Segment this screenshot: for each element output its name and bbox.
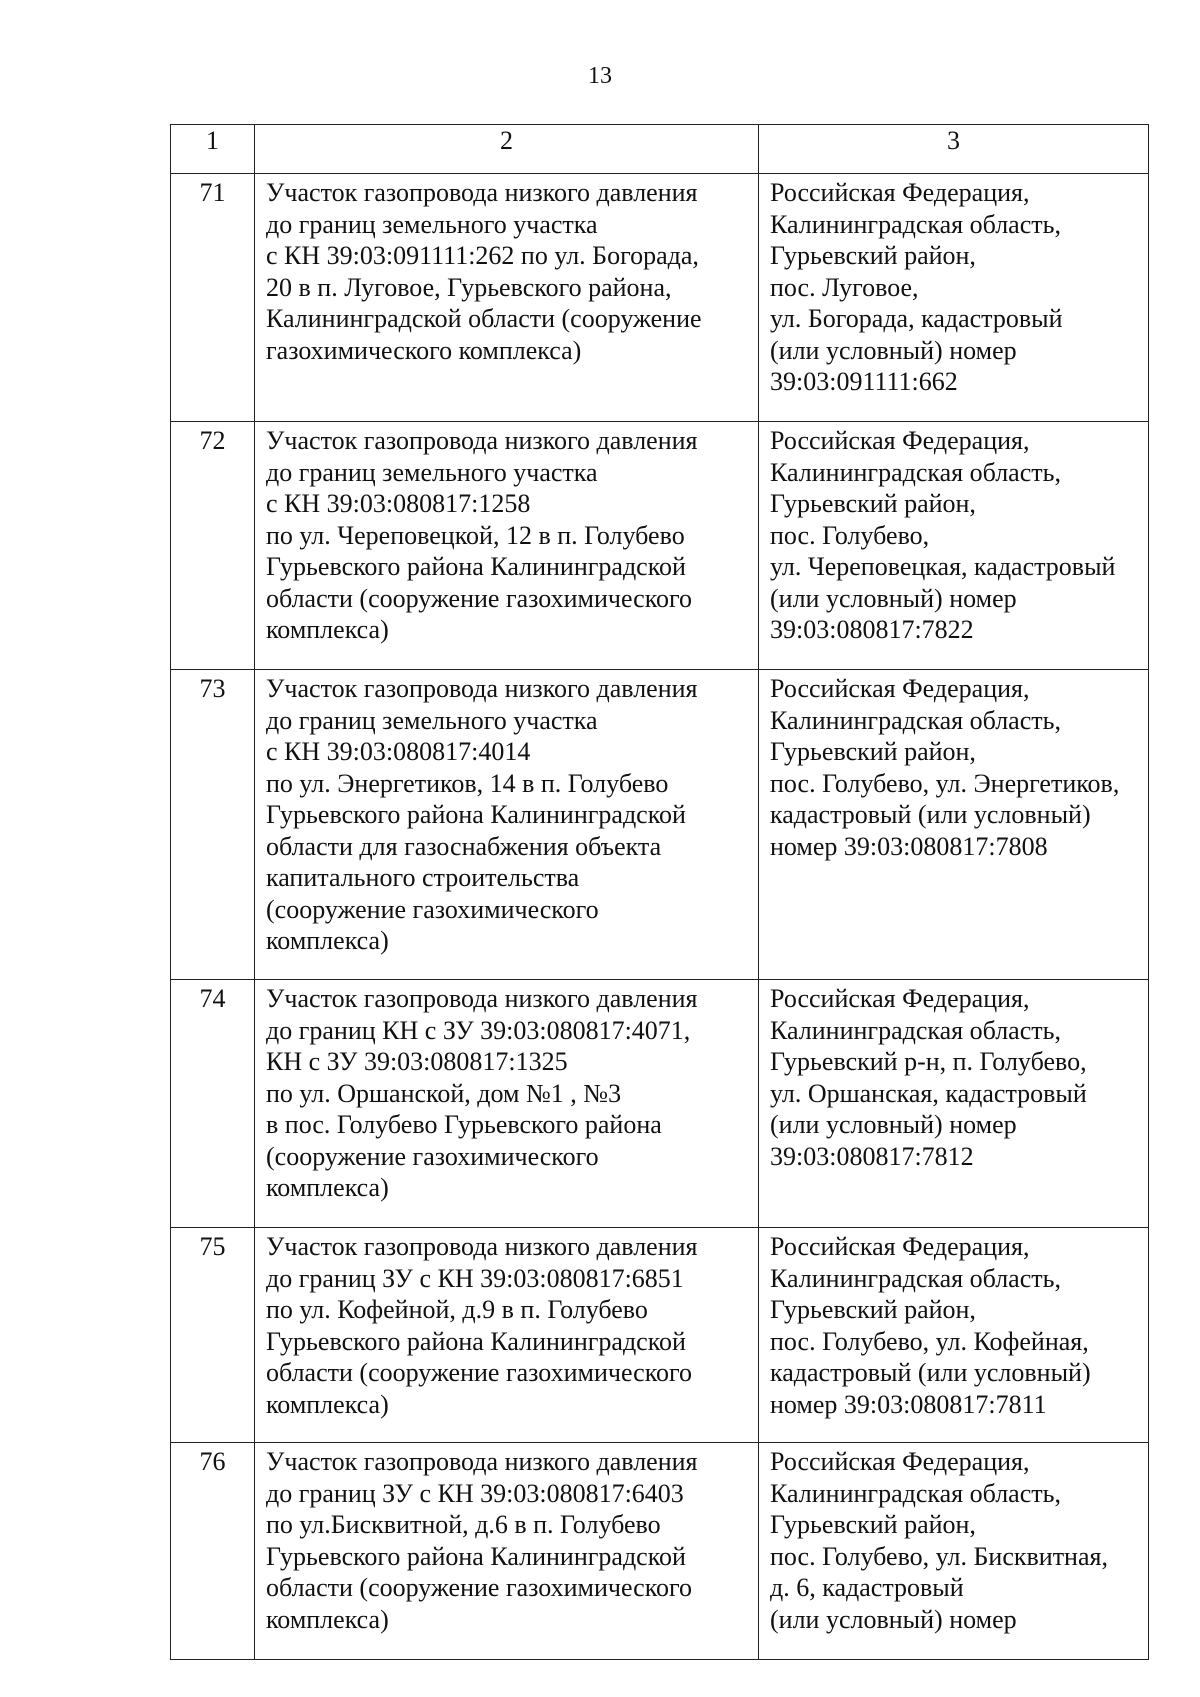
- row-number: 74: [171, 980, 255, 1228]
- object-address: Российская Федерация, Калининградская область, Гурьевский район, пос. Голубево, ул. Кофейная, кадастровый (или условный) номер 39:03:080817:7811: [759, 1228, 1149, 1443]
- row-number: 72: [171, 422, 255, 670]
- object-description: Участок газопровода низкого давления до границ КН с ЗУ 39:03:080817:4071, КН с ЗУ 39:03:080817:1325 по ул. Оршанской, дом №1 , №3 в пос. Голубево Гурьевского района (сооружение газохимического комплекса): [255, 980, 759, 1228]
- object-description: Участок газопровода низкого давления до границ земельного участка с КН 39:03:080817:1258 по ул. Череповецкой, 12 в п. Голубево Гурьевского района Калининградской области (сооружение газохимического комплекса): [255, 422, 759, 670]
- column-header: 2: [255, 125, 759, 174]
- table-header-row: [171, 125, 1149, 174]
- table-row: [171, 670, 1149, 980]
- object-description: Участок газопровода низкого давления до границ ЗУ с КН 39:03:080817:6403 по ул.Бисквитной, д.6 в п. Голубево Гурьевского района Калининградской области (сооружение газохимического комплекса): [255, 1443, 759, 1660]
- row-number: 71: [171, 174, 255, 422]
- column-header: 1: [171, 125, 255, 174]
- column-header: 3: [759, 125, 1149, 174]
- row-number: 76: [171, 1443, 255, 1660]
- object-description: Участок газопровода низкого давления до границ земельного участка с КН 39:03:091111:262 по ул. Богорада, 20 в п. Луговое, Гурьевского района, Калининградской области (сооружение газохимического комплекса): [255, 174, 759, 422]
- table-row: [171, 980, 1149, 1228]
- row-number: 75: [171, 1228, 255, 1443]
- page-number: 13: [588, 63, 612, 89]
- object-address: Российская Федерация, Калининградская область, Гурьевский район, пос. Голубево, ул. Череповецкая, кадастровый (или условный) номер 39:03:080817:7822: [759, 422, 1149, 670]
- object-description: Участок газопровода низкого давления до границ земельного участка с КН 39:03:080817:4014 по ул. Энергетиков, 14 в п. Голубево Гурьевского района Калининградской области для газоснабжения объекта капитального строительства (сооружение газохимического комплекса): [255, 670, 759, 980]
- object-address: Российская Федерация, Калининградская область, Гурьевский район, пос. Луговое, ул. Богорада, кадастровый (или условный) номер 39:03:091111:662: [759, 174, 1149, 422]
- object-description: Участок газопровода низкого давления до границ ЗУ с КН 39:03:080817:6851 по ул. Кофейной, д.9 в п. Голубево Гурьевского района Калининградской области (сооружение газохимического комплекса): [255, 1228, 759, 1443]
- table-row: [171, 174, 1149, 422]
- table-row: [171, 422, 1149, 670]
- object-address: Российская Федерация, Калининградская область, Гурьевский р-н, п. Голубево, ул. Оршанская, кадастровый (или условный) номер 39:03:080817:7812: [759, 980, 1149, 1228]
- object-address: Российская Федерация, Калининградская область, Гурьевский район, пос. Голубево, ул. Бисквитная, д. 6, кадастровый (или условный) номер: [759, 1443, 1149, 1660]
- table-row: [171, 1228, 1149, 1443]
- object-table: [170, 124, 1149, 1660]
- object-address: Российская Федерация, Калининградская область, Гурьевский район, пос. Голубево, ул. Энергетиков, кадастровый (или условный) номер 39:03:080817:7808: [759, 670, 1149, 980]
- row-number: 73: [171, 670, 255, 980]
- table-row: [171, 1443, 1149, 1660]
